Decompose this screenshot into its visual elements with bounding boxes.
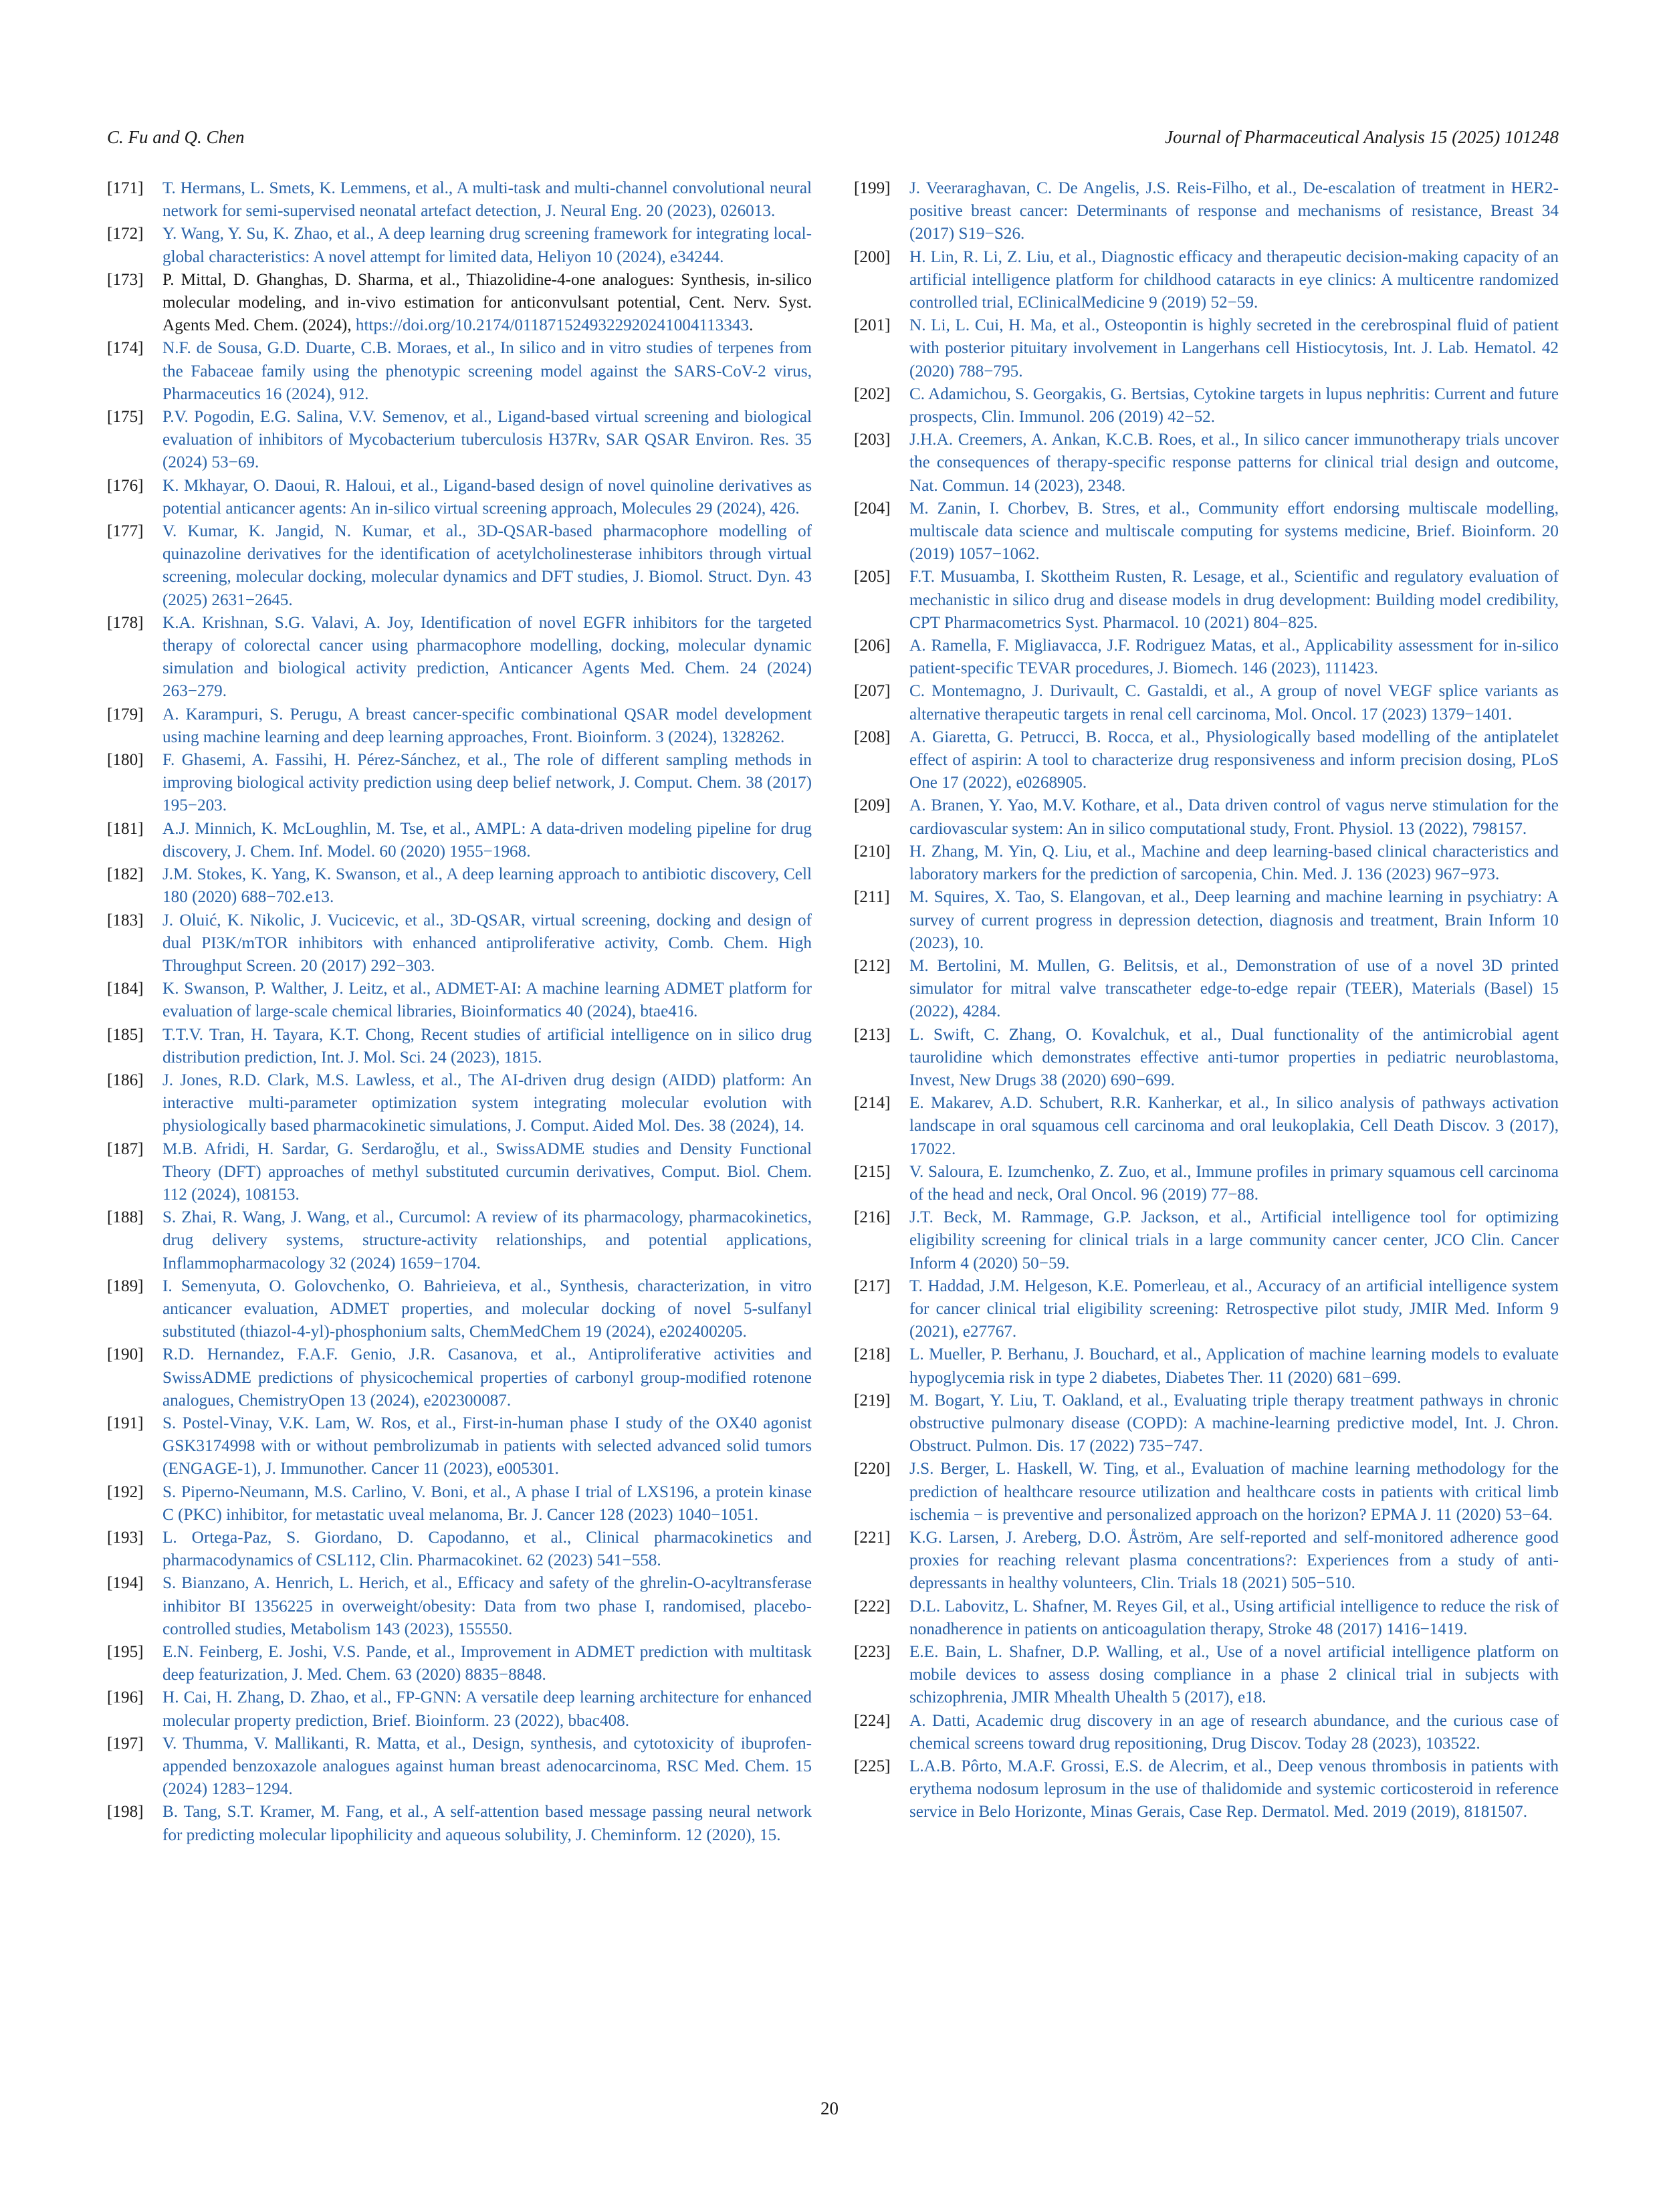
reference-link[interactable]: Y. Wang, Y. Su, K. Zhao, et al., A deep learning drug screening framework for integrating local-global characteristics: A novel attempt for limited data, Heliyon 10 (2024), e34244. xyxy=(162,225,812,266)
reference-number: [192] xyxy=(107,1482,144,1501)
reference-link[interactable]: L. Mueller, P. Berhanu, J. Bouchard, et al., Application of machine learning models to evaluate hypoglycemia risk in type 2 diabetes, Diabetes Ther. 11 (2020) 681−699. xyxy=(909,1345,1559,1387)
reference-number: [196] xyxy=(107,1688,144,1707)
reference-tail: . xyxy=(749,316,754,335)
reference-item xyxy=(854,1024,1559,1093)
reference-link[interactable]: E. Makarev, A.D. Schubert, R.R. Kanherkar, et al., In silico analysis of pathways activation landscape in oral squamous cell carcinoma and oral leukoplakia, Cell Death Discov. 3 (2017), 17022. xyxy=(909,1094,1559,1158)
reference-number: [204] xyxy=(854,499,891,518)
reference-item xyxy=(107,223,812,268)
doi-link[interactable]: https://doi.org/10.2174/0118715249322920241004113343 xyxy=(355,316,750,335)
reference-link[interactable]: I. Semenyuta, O. Golovchenko, O. Bahrieieva, et al., Synthesis, characterization, in vitro anticancer evaluation, ADMET properties, and molecular docking of novel 5-sulfanyl substituted (thiazol-4-yl)-phosphonium salts, ChemMedChem 19 (2024), e202400205. xyxy=(162,1277,812,1341)
reference-link[interactable]: J. Veeraraghavan, C. De Angelis, J.S. Reis-Filho, et al., De-escalation of treatment in HER2-positive breast cancer: Determinants of response and mechanisms of resistance, Breast 34 (2017) S19−S26. xyxy=(909,179,1559,243)
page-number: 20 xyxy=(820,2098,839,2118)
reference-link[interactable]: L. Ortega-Paz, S. Giordano, D. Capodanno, et al., Clinical pharmacokinetics and pharmacodynamics of CSL112, Clin. Pharmacokinet. 62 (2023) 541−558. xyxy=(162,1528,812,1570)
reference-item xyxy=(107,269,812,338)
reference-item xyxy=(854,429,1559,497)
reference-item xyxy=(854,1092,1559,1161)
reference-link[interactable]: S. Piperno-Neumann, M.S. Carlino, V. Boni, et al., A phase I trial of LXS196, a protein kinase C (PKC) inhibitor, for metastatic uveal melanoma, Br. J. Cancer 128 (2023) 1040−1051. xyxy=(162,1482,812,1524)
reference-link[interactable]: J.S. Berger, L. Haskell, W. Ting, et al., Evaluation of machine learning methodology for the prediction of healthcare resource utilization and healthcare costs in patients with critical limb ischemia − is preventive and personalized approach on the horizon? EPMA J. 11 (2020) 53−64. xyxy=(909,1460,1559,1524)
reference-link[interactable]: P.V. Pogodin, E.G. Salina, V.V. Semenov, et al., Ligand-based virtual screening and biological evaluation of inhibitors of Mycobacterium tuberculosis H37Rv, SAR QSAR Environ. Res. 35 (2024) 53−69. xyxy=(162,408,812,472)
reference-number: [182] xyxy=(107,865,144,884)
reference-item xyxy=(107,818,812,863)
reference-number: [207] xyxy=(854,682,891,701)
reference-link[interactable]: A. Datti, Academic drug discovery in an age of research abundance, and the curious case of chemical screens toward drug repositioning, Drug Discov. Today 28 (2023), 103522. xyxy=(909,1711,1559,1753)
reference-number: [191] xyxy=(107,1414,144,1432)
reference-item xyxy=(854,1458,1559,1527)
reference-link[interactable]: F.T. Musuamba, I. Skottheim Rusten, R. Lesage, et al., Scientific and regulatory evaluation of mechanistic in silico drug and disease models in drug development: Building model credibility, CPT Pharmacometrics Syst. Pharmacol. 10 (2021) 804−825. xyxy=(909,568,1559,632)
reference-number: [177] xyxy=(107,522,144,541)
reference-text: P. Mittal, D. Ghanghas, D. Sharma, et al., Thiazolidine-4-one analogues: Synthesis, in-silico molecular modeling, and in-vivo estimation for anticonvulsant potential, Cent. Nerv. Syst. Agents Med. Chem. (2024), xyxy=(162,270,812,335)
reference-item xyxy=(854,1710,1559,1755)
reference-link[interactable]: V. Saloura, E. Izumchenko, Z. Zuo, et al., Immune profiles in primary squamous cell carcinoma of the head and neck, Oral Oncol. 96 (2019) 77−88. xyxy=(909,1162,1559,1204)
reference-number: [180] xyxy=(107,751,144,770)
reference-number: [184] xyxy=(107,980,144,998)
reference-item xyxy=(854,246,1559,315)
reference-number: [185] xyxy=(107,1025,144,1044)
reference-link[interactable]: A. Ramella, F. Migliavacca, J.F. Rodriguez Matas, et al., Applicability assessment for in-silico patient-specific TEVAR procedures, J. Biomech. 146 (2023), 111423. xyxy=(909,637,1559,678)
reference-item xyxy=(107,520,812,612)
reference-number: [218] xyxy=(854,1345,891,1364)
reference-item xyxy=(854,726,1559,795)
reference-link[interactable]: T. Hermans, L. Smets, K. Lemmens, et al., A multi-task and multi-channel convolutional neural network for semi-supervised neonatal artefact detection, J. Neural Eng. 20 (2023), 026013. xyxy=(162,179,812,221)
reference-item xyxy=(854,841,1559,886)
reference-number: [172] xyxy=(107,225,144,243)
reference-number: [219] xyxy=(854,1391,891,1410)
reference-link[interactable]: E.N. Feinberg, E. Joshi, V.S. Pande, et al., Improvement in ADMET prediction with multitask deep featurization, J. Med. Chem. 63 (2020) 8835−8848. xyxy=(162,1643,812,1684)
reference-item xyxy=(107,909,812,978)
reference-item xyxy=(107,863,812,909)
reference-item xyxy=(107,475,812,520)
reference-number: [178] xyxy=(107,613,144,632)
reference-number: [199] xyxy=(854,179,891,197)
reference-link[interactable]: M. Squires, X. Tao, S. Elangovan, et al., Deep learning and machine learning in psychiatry: A survey of current progress in depression detection, diagnosis and treatment, Brain Inform 10 (2023), 10. xyxy=(909,888,1559,952)
reference-item xyxy=(107,1801,812,1846)
reference-item xyxy=(107,1686,812,1732)
reference-item xyxy=(107,749,812,818)
reference-item xyxy=(107,1206,812,1275)
reference-link[interactable]: V. Kumar, K. Jangid, N. Kumar, et al., 3D-QSAR-based pharmacophore modelling of quinazoline derivatives for the identification of acetylcholinesterase inhibitors through virtual screening, molecular docking, molecular dynamics and DFT studies, J. Biomol. Struct. Dyn. 43 (2025) 2631−2645. xyxy=(162,522,812,609)
reference-number: [190] xyxy=(107,1345,144,1364)
reference-number: [198] xyxy=(107,1803,144,1821)
reference-link[interactable]: M. Bogart, Y. Liu, T. Oakland, et al., Evaluating triple therapy treatment pathways in chronic obstructive pulmonary disease (COPD): A machine-learning predictive model, Int. J. Chron. Obstruct. Pulmon. Dis. 17 (2022) 735−747. xyxy=(909,1391,1559,1456)
reference-number: [214] xyxy=(854,1094,891,1113)
reference-number: [181] xyxy=(107,819,144,838)
references-left-column xyxy=(107,177,812,1847)
reference-item xyxy=(854,1641,1559,1710)
reference-number: [174] xyxy=(107,339,144,358)
reference-number: [215] xyxy=(854,1162,891,1181)
reference-link[interactable]: T.T.V. Tran, H. Tayara, K.T. Chong, Recent studies of artificial intelligence on in silico drug distribution prediction, Int. J. Mol. Sci. 24 (2023), 1815. xyxy=(162,1025,812,1067)
reference-link[interactable]: N. Li, L. Cui, H. Ma, et al., Osteopontin is highly secreted in the cerebrospinal fluid of patient with posterior pituitary involvement in Langerhans cell Histiocytosis, Int. J. Lab. Hematol. 42 (2020) 788−795. xyxy=(909,316,1559,380)
reference-item xyxy=(107,703,812,749)
reference-link[interactable]: B. Tang, S.T. Kramer, M. Fang, et al., A self-attention based message passing neural network for predicting molecular lipophilicity and aqueous solubility, J. Cheminform. 12 (2020), 15. xyxy=(162,1803,812,1844)
reference-item xyxy=(107,1138,812,1207)
reference-number: [201] xyxy=(854,316,891,335)
reference-item xyxy=(107,612,812,703)
reference-link[interactable]: S. Postel-Vinay, V.K. Lam, W. Ros, et al., First-in-human phase I study of the OX40 agonist GSK3174998 with or without pembrolizumab in patients with selected advanced solid tumors (ENGAGE-1), J. Immunother. Cancer 11 (2023), e005301. xyxy=(162,1414,812,1478)
reference-link[interactable]: A. Branen, Y. Yao, M.V. Kothare, et al., Data driven control of vagus nerve stimulation for the cardiovascular system: An in silico computational study, Front. Physiol. 13 (2022), 798157. xyxy=(909,796,1559,838)
reference-number: [197] xyxy=(107,1734,144,1753)
reference-item xyxy=(107,177,812,223)
reference-item xyxy=(854,1595,1559,1641)
reference-number: [183] xyxy=(107,911,144,929)
reference-item xyxy=(854,1275,1559,1344)
reference-item xyxy=(107,1343,812,1412)
reference-item xyxy=(854,1161,1559,1206)
reference-number: [187] xyxy=(107,1139,144,1158)
reference-number: [211] xyxy=(854,888,890,907)
reference-number: [171] xyxy=(107,179,144,197)
header-authors: C. Fu and Q. Chen xyxy=(107,127,245,147)
reference-link[interactable]: C. Montemagno, J. Durivault, C. Gastaldi, et al., A group of novel VEGF splice variants as alternative therapeutic targets in renal cell carcinoma, Mol. Oncol. 17 (2023) 1379−1401. xyxy=(909,682,1559,724)
reference-item xyxy=(107,1641,812,1686)
reference-link[interactable]: S. Zhai, R. Wang, J. Wang, et al., Curcumol: A review of its pharmacology, pharmacokinetics, drug delivery systems, structure-activity relationships, and potential applications, Inflammopharmacology 32 (2024) 1659−1704. xyxy=(162,1208,812,1273)
reference-link[interactable]: J.H.A. Creemers, A. Ankan, K.C.B. Roes, et al., In silico cancer immunotherapy trials uncover the consequences of therapy-specific response patterns for clinical trial design and outcome, Nat. Commun. 14 (2023), 2348. xyxy=(909,431,1559,495)
reference-link[interactable]: L. Swift, C. Zhang, O. Kovalchuk, et al., Dual functionality of the antimicrobial agent taurolidine which demonstrates effective anti-tumor properties in pediatric neuroblastoma, Invest, New Drugs 38 (2020) 690−699. xyxy=(909,1025,1559,1089)
reference-number: [213] xyxy=(854,1025,891,1044)
reference-number: [200] xyxy=(854,247,891,266)
reference-number: [186] xyxy=(107,1071,144,1089)
reference-number: [210] xyxy=(854,842,891,861)
reference-link[interactable]: S. Bianzano, A. Henrich, L. Herich, et al., Efficacy and safety of the ghrelin-O-acyltransferase inhibitor BI 1356225 in overweight/obesity: Data from two phase I, randomised, placebo-controlled studies, Metabolism 143 (2023), 155550. xyxy=(162,1574,812,1638)
reference-link[interactable]: K.A. Krishnan, S.G. Valavi, A. Joy, Identification of novel EGFR inhibitors for the targeted therapy of colorectal cancer using pharmacophore modelling, docking, molecular dynamic simulation and biological activity prediction, Anticancer Agents Med. Chem. 24 (2024) 263−279. xyxy=(162,613,812,701)
header-journal: Journal of Pharmaceutical Analysis 15 (2025) 101248 xyxy=(1165,127,1559,147)
reference-item xyxy=(854,794,1559,840)
reference-item xyxy=(107,978,812,1023)
reference-item xyxy=(854,1206,1559,1275)
reference-item xyxy=(854,1343,1559,1389)
reference-link[interactable]: K. Mkhayar, O. Daoui, R. Haloui, et al., Ligand-based design of novel quinoline derivatives as potential anticancer agents: An in-silico virtual screening approach, Molecules 29 (2024), 426. xyxy=(162,476,812,518)
reference-number: [193] xyxy=(107,1528,144,1547)
reference-link[interactable]: K. Swanson, P. Walther, J. Leitz, et al., ADMET-AI: A machine learning ADMET platform for evaluation of large-scale chemical libraries, Bioinformatics 40 (2024), btae416. xyxy=(162,980,812,1021)
reference-link[interactable]: J. Jones, R.D. Clark, M.S. Lawless, et al., The AI-driven drug design (AIDD) platform: An interactive multi-parameter optimization system integrating molecular evolution with physiologically based pharmacokinetic simulations, J. Comput. Aided Mol. Des. 38 (2024), 14. xyxy=(162,1071,812,1135)
reference-number: [189] xyxy=(107,1277,144,1295)
reference-link[interactable]: J.M. Stokes, K. Yang, K. Swanson, et al., A deep learning approach to antibiotic discovery, Cell 180 (2020) 688−702.e13. xyxy=(162,865,812,907)
reference-item xyxy=(107,1024,812,1069)
reference-item xyxy=(107,1733,812,1801)
reference-number: [224] xyxy=(854,1711,891,1730)
reference-item xyxy=(107,1275,812,1344)
reference-link[interactable]: N.F. de Sousa, G.D. Duarte, C.B. Moraes, et al., In silico and in vitro studies of terpenes from the Fabaceae family using the phenotypic screening model against the SARS-CoV-2 virus, Pharmaceutics 16 (2024), 912. xyxy=(162,339,812,403)
reference-link[interactable]: H. Lin, R. Li, Z. Liu, et al., Diagnostic efficacy and therapeutic decision-making capacity of an artificial intelligence platform for childhood cataracts in eye clinics: A multicentre randomized controlled trial, EClinicalMedicine 9 (2019) 52−59. xyxy=(909,247,1559,312)
reference-link[interactable]: C. Adamichou, S. Georgakis, G. Bertsias, Cytokine targets in lupus nephritis: Current and future prospects, Clin. Immunol. 206 (2019) 42−52. xyxy=(909,384,1559,427)
reference-link[interactable]: F. Ghasemi, A. Fassihi, H. Pérez-Sánchez, et al., The role of different sampling methods in improving biological activity prediction using deep belief network, J. Comput. Chem. 38 (2017) 195−203. xyxy=(162,751,812,815)
reference-link[interactable]: M. Bertolini, M. Mullen, G. Belitsis, et al., Demonstration of use of a novel 3D printed simulator for mitral valve transcatheter edge-to-edge repair (TEER), Materials (Basel) 15 (2022), 4284. xyxy=(909,956,1559,1021)
reference-link[interactable]: K.G. Larsen, J. Areberg, D.O. Åström, Are self-reported and self-monitored adherence good proxies for reaching relevant plasma concentrations?: Experiences from a study of anti-depressants in healthy volunteers, Clin. Trials 18 (2021) 505−510. xyxy=(909,1528,1559,1593)
reference-number: [225] xyxy=(854,1757,891,1776)
reference-link[interactable]: J.T. Beck, M. Rammage, G.P. Jackson, et al., Artificial intelligence tool for optimizing eligibility screening for clinical trials in a large community cancer center, JCO Clin. Cancer Inform 4 (2020) 50−59. xyxy=(909,1208,1559,1273)
reference-number: [212] xyxy=(854,956,891,975)
reference-number: [179] xyxy=(107,705,144,724)
reference-link[interactable]: H. Zhang, M. Yin, Q. Liu, et al., Machine and deep learning-based clinical characteristics and laboratory markers for the prediction of sarcopenia, Chin. Med. J. 136 (2023) 967−973. xyxy=(909,842,1559,884)
reference-number: [216] xyxy=(854,1208,891,1227)
reference-number: [221] xyxy=(854,1528,891,1547)
reference-item xyxy=(854,383,1559,429)
reference-item xyxy=(854,680,1559,726)
reference-item xyxy=(854,497,1559,566)
reference-link[interactable]: J. Oluić, K. Nikolic, J. Vucicevic, et al., 3D-QSAR, virtual screening, docking and design of dual PI3K/mTOR inhibitors with enhanced antiproliferative activity, Comb. Chem. High Throughput Screen. 20 (2017) 292−303. xyxy=(162,911,812,975)
reference-item xyxy=(854,1755,1559,1824)
reference-link[interactable]: M.B. Afridi, H. Sardar, G. Serdaroğlu, et al., SwissADME studies and Density Functional Theory (DFT) approaches of methyl substituted curcumin derivatives, Comput. Biol. Chem. 112 (2024), 108153. xyxy=(162,1139,812,1204)
reference-link[interactable]: R.D. Hernandez, F.A.F. Genio, J.R. Casanova, et al., Antiproliferative activities and SwissADME predictions of physicochemical properties of carbonyl group-modified rotenone analogues, ChemistryOpen 13 (2024), e202300087. xyxy=(162,1345,812,1410)
reference-number: [223] xyxy=(854,1643,891,1661)
reference-link[interactable]: H. Cai, H. Zhang, D. Zhao, et al., FP-GNN: A versatile deep learning architecture for enhanced molecular property prediction, Brief. Bioinform. 23 (2022), bbac408. xyxy=(162,1688,812,1730)
reference-item xyxy=(854,1527,1559,1595)
reference-number: [217] xyxy=(854,1277,891,1295)
reference-item xyxy=(107,1527,812,1572)
reference-number: [205] xyxy=(854,568,891,586)
reference-link[interactable]: V. Thumma, V. Mallikanti, R. Matta, et al., Design, synthesis, and cytotoxicity of ibuprofen-appended benzoxazole analogues against human breast adenocarcinoma, RSC Med. Chem. 15 (2024) 1283−1294. xyxy=(162,1734,812,1799)
reference-number: [203] xyxy=(854,431,891,449)
reference-item xyxy=(107,1069,812,1138)
reference-link[interactable]: L.A.B. Pôrto, M.A.F. Grossi, E.S. de Alecrim, et al., Deep venous thrombosis in patients with erythema nodosum leprosum in the use of thalidomide and systemic corticosteroid in reference service in Belo Horizonte, Minas Gerais, Case Rep. Dermatol. Med. 2019 (2019), 8181507. xyxy=(909,1757,1559,1821)
reference-item xyxy=(107,406,812,475)
reference-number: [206] xyxy=(854,637,891,655)
reference-link[interactable]: A. Karampuri, S. Perugu, A breast cancer-specific combinational QSAR model development using machine learning and deep learning approaches, Front. Bioinform. 3 (2024), 1328262. xyxy=(162,705,812,746)
reference-item xyxy=(107,1572,812,1641)
reference-link[interactable]: T. Haddad, J.M. Helgeson, K.E. Pomerleau, et al., Accuracy of an artificial intelligence system for cancer clinical trial eligibility screening: Retrospective pilot study, JMIR Med. Inform 9 (2021), e27767. xyxy=(909,1277,1559,1341)
reference-number: [209] xyxy=(854,796,891,815)
reference-item xyxy=(854,566,1559,635)
running-header xyxy=(107,127,1559,154)
reference-link[interactable]: A. Giaretta, G. Petrucci, B. Rocca, et al., Physiologically based modelling of the antiplatelet effect of aspirin: A tool to characterize drug responsiveness and inform precision dosing, PLoS One 17 (2022), e0268905. xyxy=(909,728,1559,792)
reference-item xyxy=(854,955,1559,1024)
reference-item xyxy=(854,1390,1559,1458)
reference-number: [188] xyxy=(107,1208,144,1227)
reference-number: [175] xyxy=(107,408,144,427)
reference-link[interactable]: A.J. Minnich, K. McLoughlin, M. Tse, et al., AMPL: A data-driven modeling pipeline for drug discovery, J. Chem. Inf. Model. 60 (2020) 1955−1968. xyxy=(162,819,812,861)
reference-link[interactable]: D.L. Labovitz, L. Shafner, M. Reyes Gil, et al., Using artificial intelligence to reduce the risk of nonadherence in patients on anticoagulation therapy, Stroke 48 (2017) 1416−1419. xyxy=(909,1597,1559,1638)
reference-item xyxy=(107,337,812,406)
reference-item xyxy=(107,1412,812,1481)
reference-number: [202] xyxy=(854,384,891,403)
reference-number: [173] xyxy=(107,270,144,289)
reference-link[interactable]: M. Zanin, I. Chorbev, B. Stres, et al., Community effort endorsing multiscale modelling, multiscale data science and multiscale computing for systems medicine, Brief. Bioinform. 20 (2019) 1057−1062. xyxy=(909,499,1559,564)
reference-item xyxy=(854,635,1559,680)
reference-number: [176] xyxy=(107,476,144,495)
reference-item xyxy=(854,886,1559,955)
reference-number: [194] xyxy=(107,1574,144,1593)
reference-item xyxy=(107,1481,812,1527)
reference-number: [222] xyxy=(854,1597,891,1616)
reference-link[interactable]: E.E. Bain, L. Shafner, D.P. Walling, et al., Use of a novel artificial intelligence platform on mobile devices to assess dosing compliance in a phase 2 clinical trial in subjects with schizophrenia, JMIR Mhealth Uhealth 5 (2017), e18. xyxy=(909,1643,1559,1707)
reference-number: [195] xyxy=(107,1643,144,1661)
reference-item xyxy=(854,314,1559,383)
references-right-column xyxy=(854,177,1559,1824)
reference-item xyxy=(854,177,1559,246)
reference-number: [208] xyxy=(854,728,891,746)
reference-number: [220] xyxy=(854,1460,891,1478)
